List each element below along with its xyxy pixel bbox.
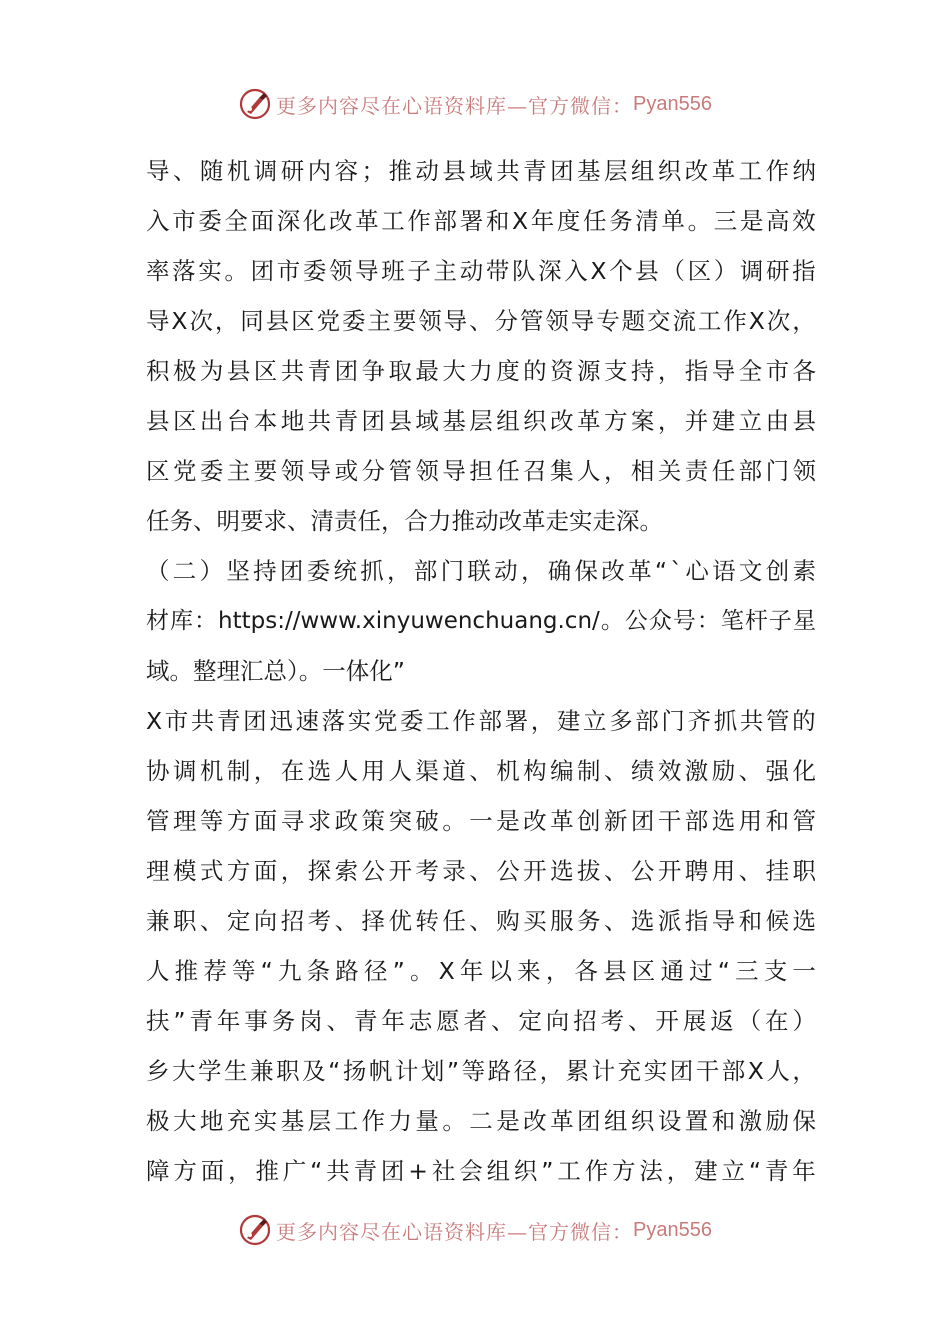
text-line: 导 X 次 ， 同 县 区 党 委 主 要 领 导 、 分 管 领 导 专 题 交 流 工 作 X 次 ，	[146, 307, 816, 335]
text-line: 入 市 委 全 面 深 化 改 革 工 作 部 署 和 X 年 度 任 务 清 单 。 三 是 高 效	[146, 207, 816, 235]
text-line: 扶 ” 青 年 事 务 岗 、 青 年 志 愿 者 、 定 向 招 考 、 开 展 返 （ 在 ）	[146, 1007, 816, 1035]
footer-watermark	[0, 1210, 950, 1250]
text-line: 率 落 实 。 团 市 委 领 导 班 子 主 动 带 队 深 入 X 个 县 （ 区 ） 调 研 指	[146, 257, 816, 285]
text-line: 极 大 地 充 实 基 层 工 作 力 量 。 二 是 改 革 团 组 织 设 置 和 激 励 保	[146, 1107, 816, 1135]
text-line: 管 理 等 方 面 寻 求 政 策 突 破 。 一 是 改 革 创 新 团 干 部 选 用 和 管	[146, 807, 816, 835]
text-line: 任务、明要求、清责任，合力推动改革走实走深。	[146, 507, 663, 535]
text-line: 乡 大 学 生 兼 职 及 “ 扬 帆 计 划 ” 等 路 径 ， 累 计 充 实 团 干 部 X 人 ，	[146, 1057, 816, 1085]
text-line: 积 极 为 县 区 共 青 团 争 取 最 大 力 度 的 资 源 支 持 ， 指 导 全 市 各	[146, 357, 816, 385]
text-line: 导 、 随 机 调 研 内 容 ； 推 动 县 域 共 青 团 基 层 组 织 改 革 工 作 纳	[146, 157, 816, 185]
text-line: 县 区 出 台 本 地 共 青 团 县 域 基 层 组 织 改 革 方 案 ， 并 建 立 由 县	[146, 407, 816, 435]
watermark-text: 更多内容尽在心语资料库—官方微信：	[276, 1219, 634, 1244]
pen-nib-circle-icon	[238, 87, 272, 121]
text-line: 人 推 荐 等 “ 九 条 路 径 ” 。 X 年 以 来 ， 各 县 区 通 过 “ 三 支 一	[146, 957, 816, 985]
pen-nib-circle-icon	[238, 1213, 272, 1247]
text-line: 域。整理汇总）。一体化”	[146, 657, 405, 685]
watermark-id: Pyan556	[633, 92, 712, 115]
text-line: 协 调 机 制 ， 在 选 人 用 人 渠 道 、 机 构 编 制 、 绩 效 激 励 、 强 化	[146, 757, 816, 785]
text-line: 材 库 ： https://www.xinyuwenchuang.cn/ 。 公 众 号 ： 笔 杆 子 星	[146, 608, 816, 634]
text-line: 障 方 面 ， 推 广 “ 共 青 团 + 社 会 组 织 ” 工 作 方 法 ， 建 立 “ 青 年	[146, 1157, 816, 1185]
text-line: 理 模 式 方 面 ， 探 索 公 开 考 录 、 公 开 选 拔 、 公 开 聘 用 、 挂 职	[146, 857, 816, 885]
text-line: 区 党 委 主 要 领 导 或 分 管 领 导 担 任 召 集 人 ， 相 关 责 任 部 门 领	[146, 457, 816, 485]
text-line: （ 二 ） 坚 持 团 委 统 抓 ， 部 门 联 动 ， 确 保 改 革 “ ` 心 语 文 创 素	[146, 557, 816, 585]
watermark-id: Pyan556	[633, 1218, 712, 1241]
header-watermark	[0, 84, 950, 124]
document-body	[146, 146, 816, 1196]
watermark-text: 更多内容尽在心语资料库—官方微信：	[276, 93, 634, 118]
text-line: 兼 职 、 定 向 招 考 、 择 优 转 任 、 购 买 服 务 、 选 派 指 导 和 候 选	[146, 907, 816, 935]
text-line: X 市 共 青 团 迅 速 落 实 党 委 工 作 部 署 ， 建 立 多 部 门 齐 抓 共 管 的	[146, 707, 816, 735]
